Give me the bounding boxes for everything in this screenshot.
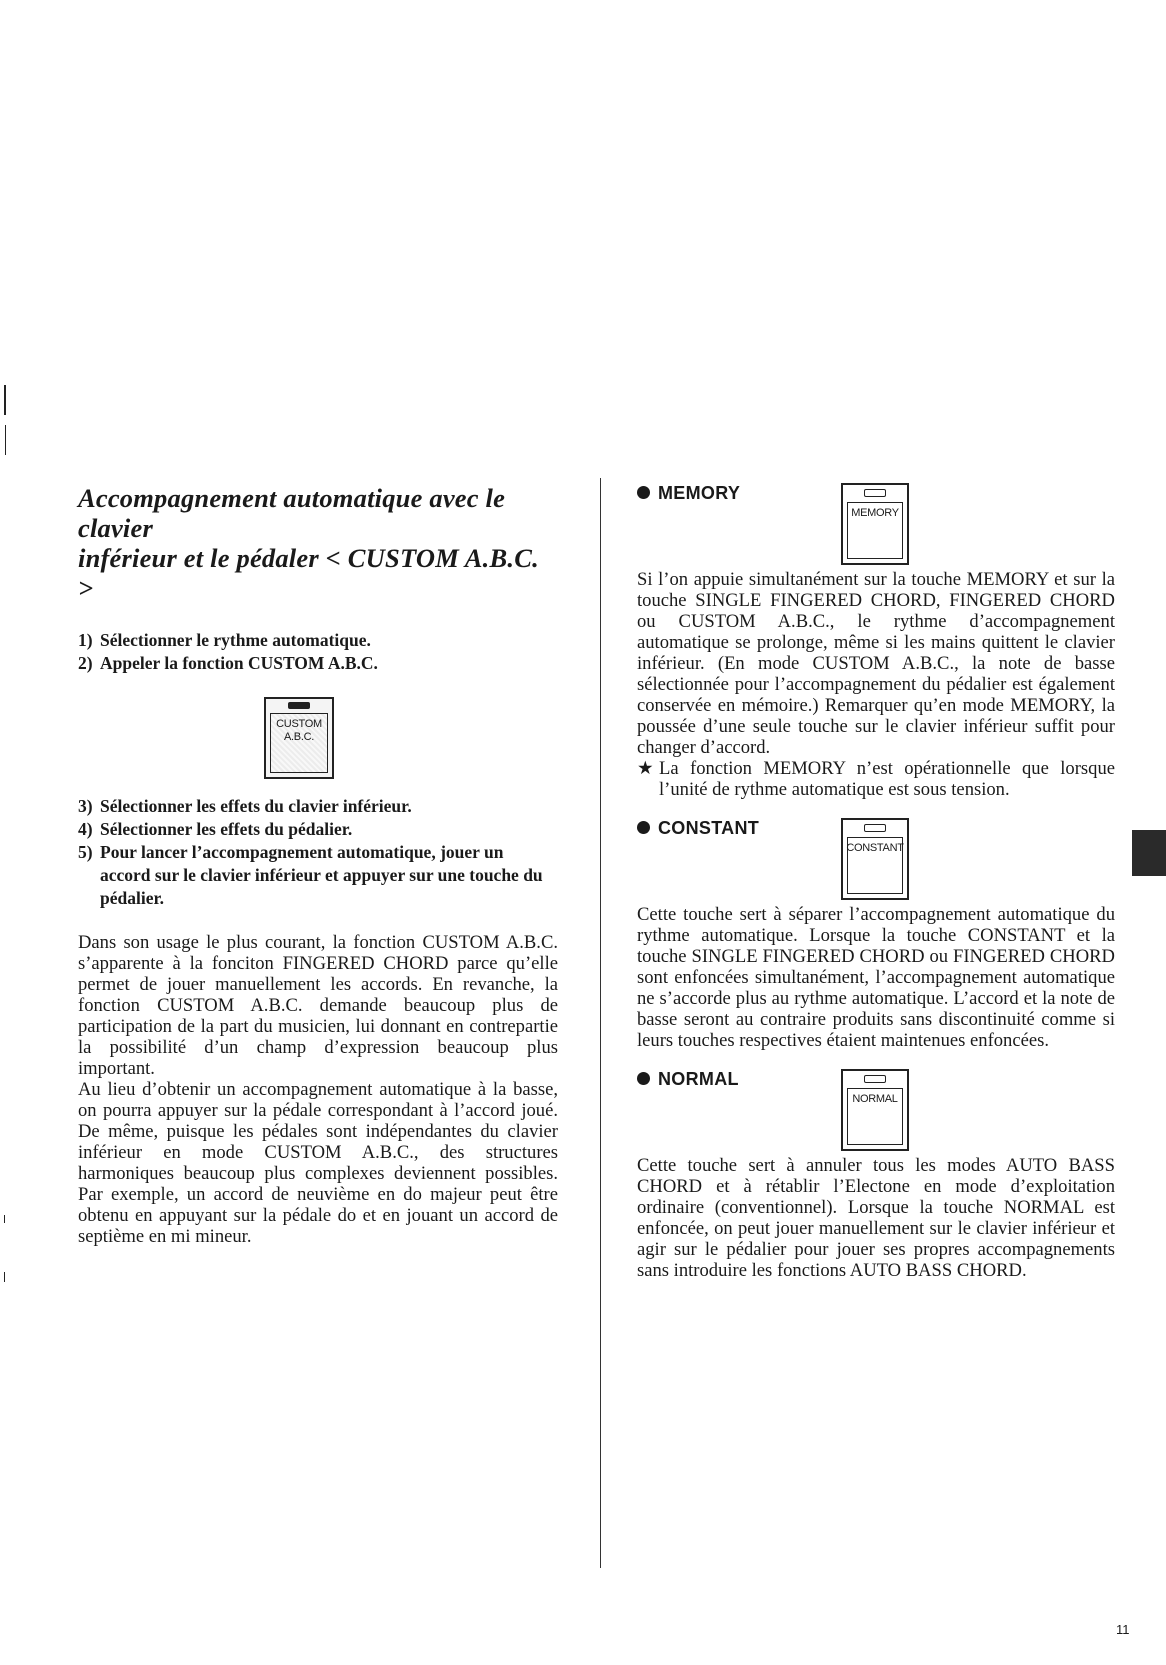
custom-abc-key-illustration bbox=[264, 697, 334, 779]
margin-mark bbox=[5, 425, 6, 455]
body-paragraph: Si l’on appuie simultanément sur la touche MEMORY et sur la touche SINGLE FINGERED CHORD, FINGERED CHORD ou CUSTOM A.B.C., le rythme d’accompagnement automatique se prolonge, même si les mains quittent le clavier inférieur. (En mode CUSTOM A.B.C., la note de basse sélectionnée pour l’accompagnement du pédalier est également conservée en mémoire.) Remarquer qu’en mode MEMORY, la poussée d’une seule touche sur le clavier inférieur suffit pour changer d’accord. bbox=[637, 569, 1115, 758]
steps-list bbox=[78, 795, 558, 910]
indicator-lamp-icon bbox=[288, 702, 310, 709]
constant-heading: CONSTANT CONSTANT bbox=[637, 818, 1115, 900]
margin-mark bbox=[4, 385, 6, 415]
page-number: 11 bbox=[1116, 1622, 1130, 1637]
bullet-icon bbox=[637, 486, 650, 499]
step-item: 5) Pour lancer l’accompagnement automatique, jouer un accord sur le clavier inférieur et appuyer sur une touche du pédalier. bbox=[78, 842, 543, 908]
step-item: 4) Sélectionner les effets du pédalier. bbox=[78, 819, 353, 839]
title-line-1: Accompagnement automatique avec le clavier bbox=[78, 483, 506, 543]
right-column bbox=[637, 483, 1115, 1281]
section-title bbox=[78, 483, 558, 603]
key-label: MEMORY bbox=[851, 507, 899, 519]
body-paragraph: Au lieu d’obtenir un accompagnement automatique à la basse, on pourra appuyer sur la pédale correspondant à l’accord joué. De même, puisque les pédales sont indépendantes du clavier inférieur en mode CUSTOM A.B.C., des structures harmoniques beaucoup plus complexes deviennent possibles. Par exemple, un accord de neuvième en do majeur peut être obtenu en appuyant sur la pédale do et en jouant un accord de septième en mi mineur. bbox=[78, 1079, 558, 1247]
title-line-2: inférieur et le pédaler < CUSTOM A.B.C. > bbox=[78, 543, 539, 603]
steps-list bbox=[78, 629, 558, 675]
bullet-icon bbox=[637, 821, 650, 834]
constant-key-illustration bbox=[841, 818, 909, 900]
note: ★ La fonction MEMORY n’est opérationnelle que lorsque l’unité de rythme automatique est sous tension. bbox=[637, 758, 1115, 800]
bullet-icon bbox=[637, 1072, 650, 1085]
body-paragraph: Cette touche sert à séparer l’accompagnement automatique du rythme automatique. Lorsque la touche CONSTANT et la touche SINGLE FINGERED CHORD ou FINGERED CHORD sont enfoncées simultanément, l’accompagnement automatique ne s’accorde plus au rythme automatique. L’accord et la note de basse seront au contraire produits sans discontinuité comme si leurs touches respectives étaient maintenues enfoncées. bbox=[637, 904, 1115, 1051]
normal-key-illustration bbox=[841, 1069, 909, 1151]
memory-heading: MEMORY MEMORY bbox=[637, 483, 1115, 565]
column-divider bbox=[600, 478, 601, 1568]
step-item: 2) Appeler la fonction CUSTOM A.B.C. bbox=[78, 653, 378, 673]
step-item: 3) Sélectionner les effets du clavier inférieur. bbox=[78, 796, 412, 816]
memory-key-illustration bbox=[841, 483, 909, 565]
indicator-lamp-icon bbox=[864, 824, 886, 832]
indicator-lamp-icon bbox=[864, 1075, 886, 1083]
key-label: CONSTANT bbox=[846, 842, 904, 854]
indicator-lamp-icon bbox=[864, 489, 886, 497]
margin-mark bbox=[4, 1215, 5, 1223]
normal-heading: NORMAL NORMAL bbox=[637, 1069, 1115, 1151]
body-paragraph: Cette touche sert à annuler tous les modes AUTO BASS CHORD et à rétablir l’Electone en mode d’exploitation ordinaire (conventionnel). Lorsque la touche NORMAL est enfoncée, on peut jouer manuellement sur le clavier inférieur et agir sur le pédalier pour jouer ses propres accompagnements sans introduire les fonctions AUTO BASS CHORD. bbox=[637, 1155, 1115, 1281]
star-icon: ★ bbox=[637, 758, 654, 779]
body-paragraph: Dans son usage le plus courant, la fonction CUSTOM A.B.C. s’apparente à la fonciton FINGERED CHORD parce qu’elle permet de jouer manuellement les accords. En revanche, la fonction CUSTOM A.B.C. demande beaucoup plus de participation de la part du musicien, lui donnant en contrepartie la possibilité d’un champ d’expression beaucoup plus important. bbox=[78, 932, 558, 1079]
left-column bbox=[78, 483, 558, 1247]
step-item: 1) Sélectionner le rythme automatique. bbox=[78, 630, 371, 650]
key-label: CUSTOM A.B.C. bbox=[276, 718, 322, 743]
chapter-tab-marker bbox=[1132, 830, 1166, 876]
margin-mark bbox=[4, 1272, 5, 1282]
key-label: NORMAL bbox=[852, 1093, 898, 1105]
